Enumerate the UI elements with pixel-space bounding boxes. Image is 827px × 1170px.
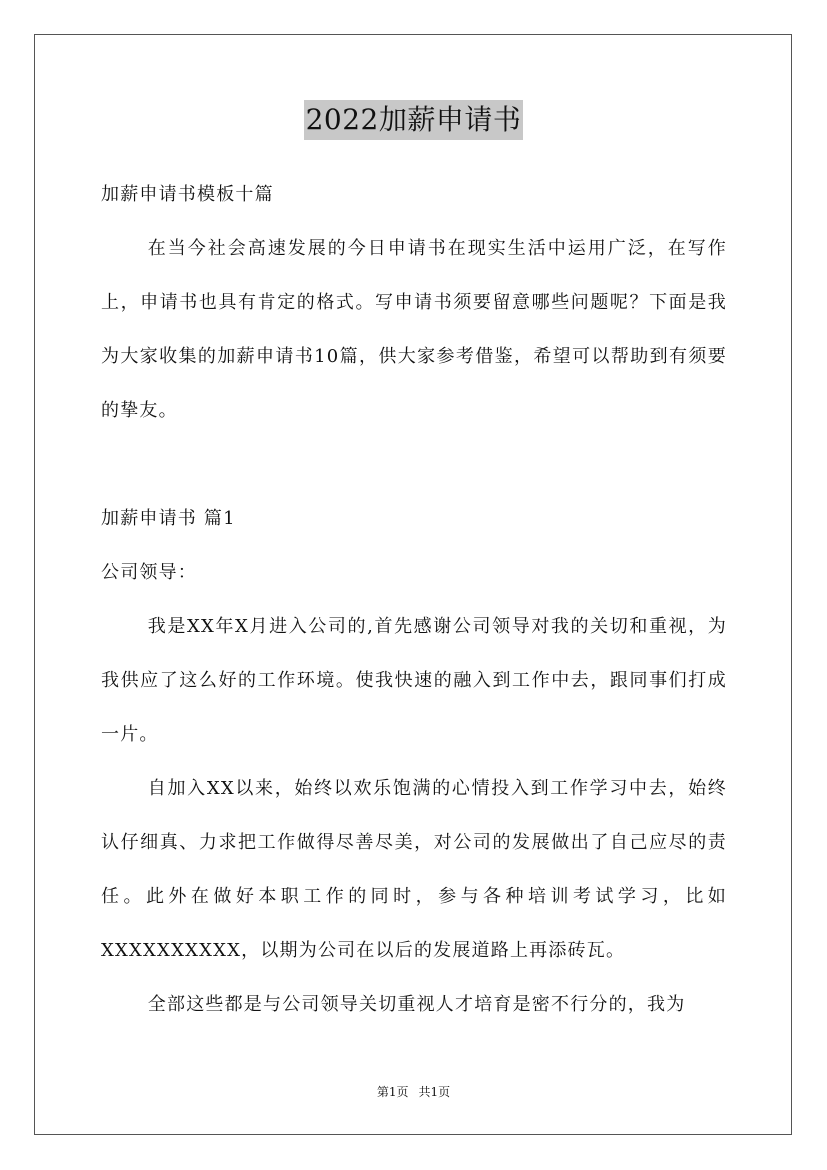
title-container [0,100,827,140]
page-footer [0,1083,827,1100]
document-subtitle: 加薪申请书模板十篇 [101,184,274,205]
page-number: 第1页 [376,1085,409,1099]
salutation: 公司领导： [101,562,197,583]
total-pages: 共1页 [418,1085,451,1099]
body-paragraph: 自加入XX以来，始终以欢乐饱满的心情投入到工作学习中去，始终认仔细真、力求把工作做得尽善尽美，对公司的发展做出了自己应尽的责任。此外在做好本职工作的同时，参与各种培训考试学习，比如XXXXXXXXXX，以期为公司在以后的发展道路上再添砖瓦。 [101,778,727,961]
document-body [101,168,727,1032]
body-paragraph: 我是XX年X月进入公司的,首先感谢公司领导对我的关切和重视，为我供应了这么好的工作环境。使我快速的融入到工作中去，跟同事们打成一片。 [101,616,727,745]
section-heading: 加薪申请书 篇1 [101,508,236,529]
document-title: 2022加薪申请书 [304,100,524,140]
intro-paragraph: 在当今社会高速发展的今日申请书在现实生活中运用广泛，在写作上，申请书也具有肯定的格式。写申请书须要留意哪些问题呢？下面是我为大家收集的加薪申请书10篇，供大家参考借鉴，希望可以帮助到有须要的挚友。 [101,238,727,421]
body-paragraph: 全部这些都是与公司领导关切重视人才培育是密不行分的，我为 [147,994,686,1015]
